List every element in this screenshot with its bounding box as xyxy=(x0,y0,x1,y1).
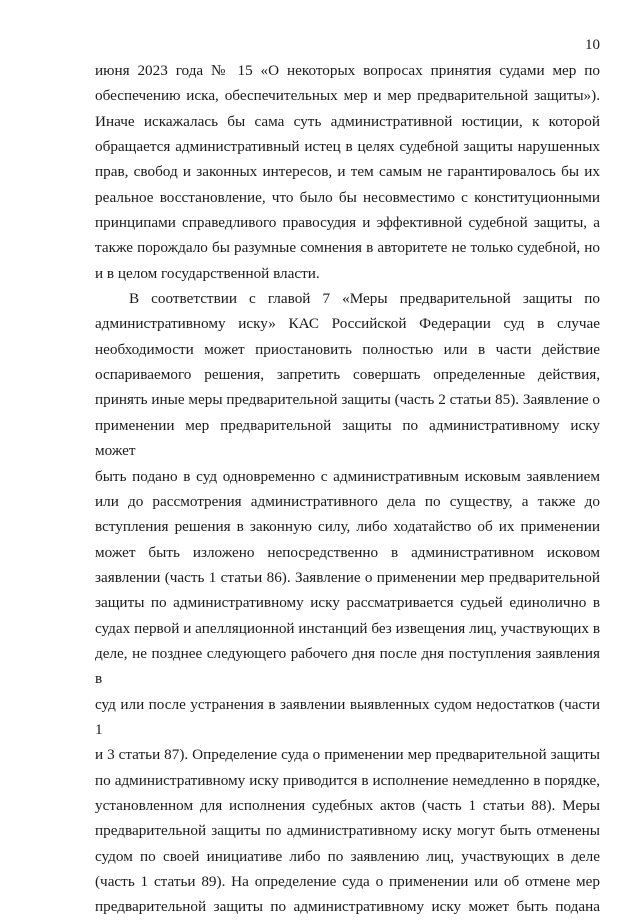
text-line: Иначе искажалась бы сама суть административной юстиции, к которой xyxy=(95,112,600,130)
text-line: суд или после устранения в заявлении выявленных судом недостатков (части 1 xyxy=(95,695,600,738)
text-line: применении мер предварительной защиты по административному иску может xyxy=(95,416,600,460)
text-line: заявлении (часть 1 статьи 86). Заявление о применении мер предварительной xyxy=(95,568,600,586)
text-line: обеспечению иска, обеспечительных мер и мер предварительной защиты»). xyxy=(95,87,600,105)
text-line: и в целом государственной власти. xyxy=(95,264,320,282)
text-line: оспариваемого решения, запретить совершать определенные действия, xyxy=(95,366,600,384)
text-line: судах первой и апелляционной инстанций без извещения лиц, участвующих в xyxy=(95,619,600,637)
text-line: вступления решения в законную силу, либо ходатайство об их применении xyxy=(95,518,600,536)
text-line: предварительной защиты по административному иску может быть подана xyxy=(95,898,600,916)
text-line: также порождало бы разумные сомнения в авторитете не только судебной, но xyxy=(95,239,600,257)
text-line: реальное восстановление, что было бы несовместимо с конституционными xyxy=(95,188,600,206)
text-line: июня 2023 года № 15 «О некоторых вопросах принятия судами мер по xyxy=(95,62,600,79)
text-line: по административному иску приводится в исполнение немедленно в порядке, xyxy=(95,771,600,789)
text-line: (часть 1 статьи 89). На определение суда о применении или об отмене мер xyxy=(95,873,600,890)
text-line: В соответствии с главой 7 «Меры предварительной защиты по xyxy=(129,290,600,308)
text-line: необходимости может приостановить полностью или в части действие xyxy=(95,340,600,358)
page-number: 10 xyxy=(585,37,600,53)
text-line: деле, не позднее следующего рабочего дня после дня поступления заявления в xyxy=(95,644,600,688)
text-line: административному иску» КАС Российской Федерации суд в случае xyxy=(95,315,600,333)
text-line: может быть изложено непосредственно в административном исковом xyxy=(95,543,600,561)
text-line: принципами справедливого правосудия и эффективной судебной защиты, а xyxy=(95,214,600,232)
text-line: или до рассмотрения административного дела по существу, а также до xyxy=(95,492,600,510)
text-line: и 3 статьи 87). Определение суда о применении мер предварительной защиты xyxy=(95,746,600,764)
body-text xyxy=(95,58,600,920)
text-line: принять иные меры предварительной защиты (часть 2 статьи 85). Заявление о xyxy=(95,391,600,409)
text-line: прав, свобод и законных интересов, и тем самым не гарантировалось бы их xyxy=(95,163,600,181)
text-line: установленном для исполнения судебных актов (часть 1 статьи 88). Меры xyxy=(95,796,600,814)
text-line: обращается административный истец в целях судебной защиты нарушенных xyxy=(95,138,600,156)
text-line: быть подано в суд одновременно с административным исковым заявлением xyxy=(95,467,600,485)
text-line: защиты по административному иску рассматривается судьей единолично в xyxy=(95,594,600,612)
text-line: судом по своей инициативе либо по заявлению лиц, участвующих в деле xyxy=(95,847,600,865)
text-line: предварительной защиты по административному иску могут быть отменены xyxy=(95,822,600,840)
